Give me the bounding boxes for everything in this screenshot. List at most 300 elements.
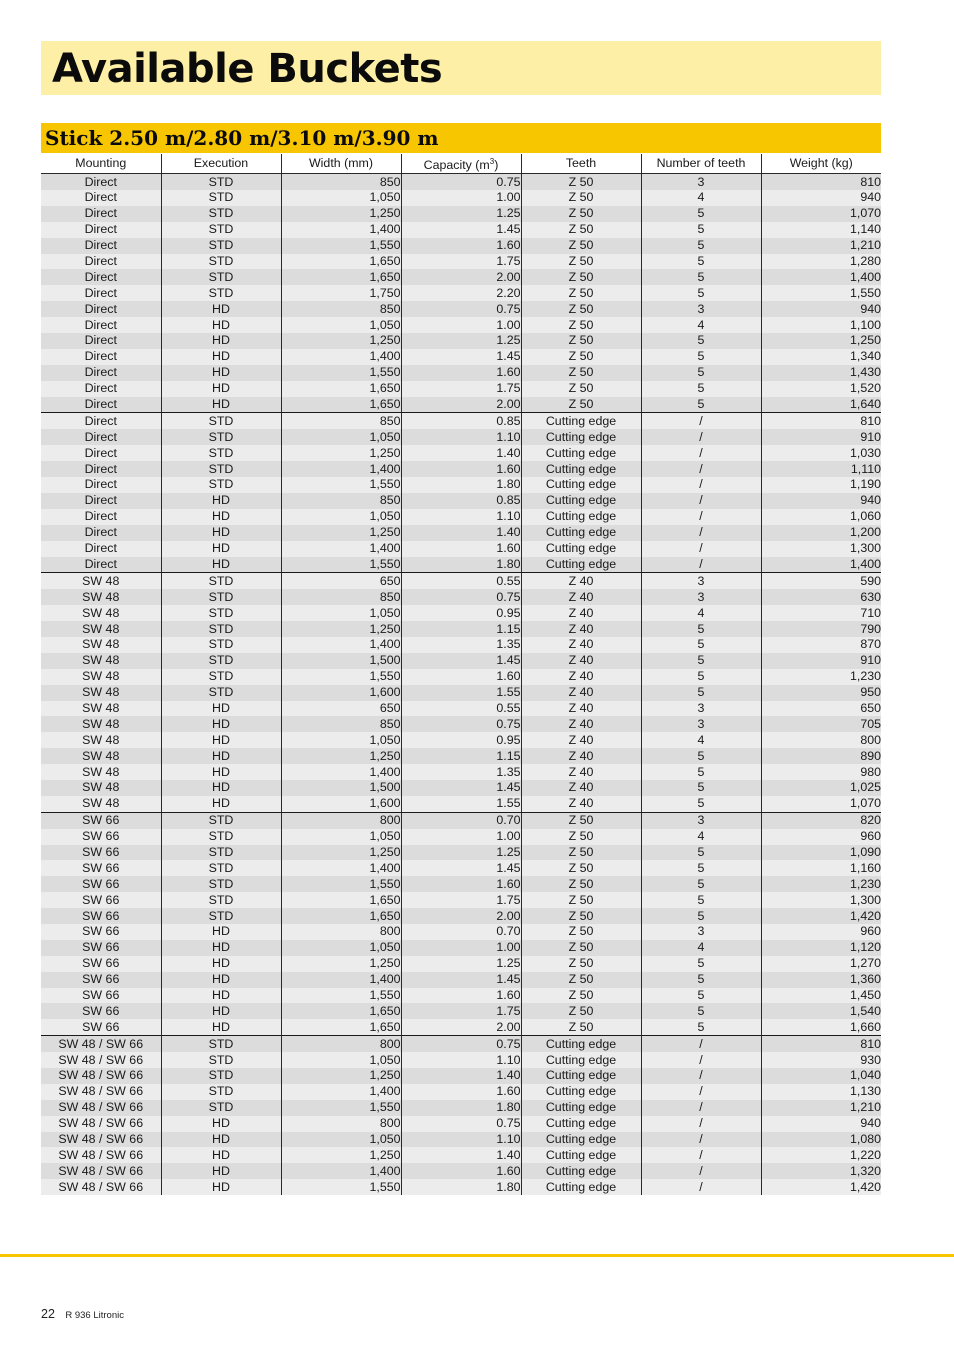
cell-teeth: Z 50 bbox=[521, 174, 641, 190]
cell-mounting: SW 66 bbox=[41, 940, 161, 956]
cell-weight: 1,140 bbox=[761, 222, 881, 238]
cell-capacity: 0.75 bbox=[401, 716, 521, 732]
model-name: R 936 Litronic bbox=[65, 1310, 124, 1321]
cell-capacity: 0.75 bbox=[401, 301, 521, 317]
cell-weight: 1,070 bbox=[761, 796, 881, 812]
table-row bbox=[41, 573, 881, 589]
table-row bbox=[41, 174, 881, 190]
cell-capacity: 0.55 bbox=[401, 573, 521, 589]
cell-capacity: 1.60 bbox=[401, 669, 521, 685]
cell-execution: HD bbox=[161, 924, 281, 940]
cell-weight: 650 bbox=[761, 701, 881, 717]
cell-capacity: 1.15 bbox=[401, 748, 521, 764]
cell-teeth: Z 50 bbox=[521, 269, 641, 285]
cell-teeth: Z 50 bbox=[521, 238, 641, 254]
cell-width: 1,050 bbox=[281, 940, 401, 956]
header-number-of-teeth: Number of teeth bbox=[641, 154, 761, 174]
cell-weight: 1,340 bbox=[761, 349, 881, 365]
cell-width: 800 bbox=[281, 1116, 401, 1132]
cell-teeth: Z 40 bbox=[521, 780, 641, 796]
cell-execution: HD bbox=[161, 716, 281, 732]
cell-number-of-teeth: 5 bbox=[641, 637, 761, 653]
cell-mounting: Direct bbox=[41, 206, 161, 222]
cell-weight: 590 bbox=[761, 573, 881, 589]
cell-execution: HD bbox=[161, 988, 281, 1004]
cell-width: 1,400 bbox=[281, 222, 401, 238]
cell-teeth: Z 50 bbox=[521, 1019, 641, 1035]
cell-width: 1,050 bbox=[281, 190, 401, 206]
cell-capacity: 1.80 bbox=[401, 557, 521, 573]
cell-capacity: 1.80 bbox=[401, 1179, 521, 1195]
cell-teeth: Z 50 bbox=[521, 812, 641, 828]
cell-execution: HD bbox=[161, 381, 281, 397]
cell-weight: 1,230 bbox=[761, 669, 881, 685]
cell-weight: 1,400 bbox=[761, 269, 881, 285]
cell-mounting: SW 48 bbox=[41, 621, 161, 637]
cell-execution: STD bbox=[161, 238, 281, 254]
cell-capacity: 1.75 bbox=[401, 892, 521, 908]
cell-weight: 710 bbox=[761, 605, 881, 621]
header-teeth: Teeth bbox=[521, 154, 641, 174]
cell-mounting: SW 66 bbox=[41, 908, 161, 924]
cell-capacity: 1.10 bbox=[401, 429, 521, 445]
cell-width: 1,650 bbox=[281, 1003, 401, 1019]
cell-weight: 1,250 bbox=[761, 333, 881, 349]
cell-width: 650 bbox=[281, 573, 401, 589]
cell-width: 1,050 bbox=[281, 317, 401, 333]
cell-number-of-teeth: 5 bbox=[641, 956, 761, 972]
cell-execution: HD bbox=[161, 1179, 281, 1195]
cell-weight: 1,080 bbox=[761, 1132, 881, 1148]
cell-mounting: SW 66 bbox=[41, 988, 161, 1004]
cell-execution: STD bbox=[161, 812, 281, 828]
cell-number-of-teeth: / bbox=[641, 1179, 761, 1195]
table-row bbox=[41, 238, 881, 254]
cell-number-of-teeth: 5 bbox=[641, 685, 761, 701]
cell-number-of-teeth: 5 bbox=[641, 1019, 761, 1035]
page-title: Available Buckets bbox=[52, 46, 443, 92]
cell-number-of-teeth: 5 bbox=[641, 876, 761, 892]
cell-capacity: 0.70 bbox=[401, 812, 521, 828]
table-row bbox=[41, 876, 881, 892]
cell-number-of-teeth: / bbox=[641, 1100, 761, 1116]
table-row bbox=[41, 829, 881, 845]
cell-execution: STD bbox=[161, 477, 281, 493]
page-number: 22 bbox=[41, 1307, 55, 1321]
cell-capacity: 0.85 bbox=[401, 413, 521, 429]
cell-execution: STD bbox=[161, 269, 281, 285]
cell-execution: HD bbox=[161, 365, 281, 381]
cell-capacity: 1.25 bbox=[401, 333, 521, 349]
cell-execution: HD bbox=[161, 493, 281, 509]
cell-width: 1,050 bbox=[281, 829, 401, 845]
cell-number-of-teeth: 5 bbox=[641, 748, 761, 764]
cell-number-of-teeth: 5 bbox=[641, 845, 761, 861]
cell-capacity: 2.00 bbox=[401, 397, 521, 413]
cell-number-of-teeth: 5 bbox=[641, 285, 761, 301]
cell-mounting: SW 66 bbox=[41, 1003, 161, 1019]
cell-execution: STD bbox=[161, 445, 281, 461]
cell-capacity: 0.75 bbox=[401, 1116, 521, 1132]
cell-width: 1,400 bbox=[281, 764, 401, 780]
cell-teeth: Z 50 bbox=[521, 940, 641, 956]
cell-teeth: Z 40 bbox=[521, 701, 641, 717]
table-row bbox=[41, 493, 881, 509]
cell-teeth: Z 50 bbox=[521, 845, 641, 861]
cell-execution: HD bbox=[161, 509, 281, 525]
cell-weight: 1,360 bbox=[761, 972, 881, 988]
cell-teeth: Z 50 bbox=[521, 206, 641, 222]
cell-capacity: 1.40 bbox=[401, 445, 521, 461]
cell-weight: 1,130 bbox=[761, 1084, 881, 1100]
cell-weight: 1,550 bbox=[761, 285, 881, 301]
cell-capacity: 1.00 bbox=[401, 829, 521, 845]
cell-mounting: SW 48 / SW 66 bbox=[41, 1163, 161, 1179]
table-row bbox=[41, 333, 881, 349]
cell-number-of-teeth: / bbox=[641, 1036, 761, 1052]
table-row bbox=[41, 541, 881, 557]
cell-mounting: SW 48 / SW 66 bbox=[41, 1179, 161, 1195]
cell-mounting: SW 48 bbox=[41, 796, 161, 812]
cell-teeth: Z 50 bbox=[521, 876, 641, 892]
header-mounting: Mounting bbox=[41, 154, 161, 174]
cell-execution: STD bbox=[161, 876, 281, 892]
cell-weight: 810 bbox=[761, 413, 881, 429]
cell-number-of-teeth: 3 bbox=[641, 174, 761, 190]
cell-capacity: 1.55 bbox=[401, 685, 521, 701]
cell-number-of-teeth: 3 bbox=[641, 573, 761, 589]
cell-width: 850 bbox=[281, 493, 401, 509]
cell-mounting: SW 48 bbox=[41, 780, 161, 796]
cell-width: 1,750 bbox=[281, 285, 401, 301]
cell-width: 1,600 bbox=[281, 796, 401, 812]
cell-width: 1,400 bbox=[281, 972, 401, 988]
cell-capacity: 1.40 bbox=[401, 1147, 521, 1163]
cell-mounting: Direct bbox=[41, 461, 161, 477]
cell-teeth: Cutting edge bbox=[521, 477, 641, 493]
cell-execution: STD bbox=[161, 285, 281, 301]
cell-mounting: SW 48 / SW 66 bbox=[41, 1100, 161, 1116]
cell-teeth: Cutting edge bbox=[521, 429, 641, 445]
cell-execution: HD bbox=[161, 1116, 281, 1132]
cell-width: 1,650 bbox=[281, 381, 401, 397]
cell-width: 1,650 bbox=[281, 397, 401, 413]
cell-mounting: SW 48 bbox=[41, 589, 161, 605]
cell-mounting: SW 48 bbox=[41, 605, 161, 621]
table-row bbox=[41, 1003, 881, 1019]
cell-capacity: 1.80 bbox=[401, 477, 521, 493]
cell-number-of-teeth: / bbox=[641, 1163, 761, 1179]
cell-execution: STD bbox=[161, 174, 281, 190]
cell-number-of-teeth: 3 bbox=[641, 301, 761, 317]
cell-weight: 1,660 bbox=[761, 1019, 881, 1035]
cell-capacity: 1.25 bbox=[401, 845, 521, 861]
cell-number-of-teeth: 3 bbox=[641, 924, 761, 940]
header-capacity-base: Capacity (m bbox=[423, 158, 490, 173]
cell-execution: HD bbox=[161, 748, 281, 764]
cell-capacity: 1.35 bbox=[401, 764, 521, 780]
footer bbox=[41, 1305, 124, 1323]
cell-mounting: Direct bbox=[41, 238, 161, 254]
cell-weight: 1,030 bbox=[761, 445, 881, 461]
cell-weight: 1,400 bbox=[761, 557, 881, 573]
cell-execution: HD bbox=[161, 301, 281, 317]
cell-mounting: SW 66 bbox=[41, 972, 161, 988]
table-row bbox=[41, 748, 881, 764]
cell-mounting: SW 48 bbox=[41, 732, 161, 748]
cell-capacity: 0.85 bbox=[401, 493, 521, 509]
cell-execution: STD bbox=[161, 908, 281, 924]
cell-weight: 1,540 bbox=[761, 1003, 881, 1019]
table-row bbox=[41, 349, 881, 365]
cell-capacity: 2.00 bbox=[401, 269, 521, 285]
cell-capacity: 1.40 bbox=[401, 1068, 521, 1084]
cell-capacity: 1.45 bbox=[401, 222, 521, 238]
cell-teeth: Z 50 bbox=[521, 860, 641, 876]
cell-capacity: 2.20 bbox=[401, 285, 521, 301]
cell-execution: STD bbox=[161, 413, 281, 429]
cell-execution: STD bbox=[161, 222, 281, 238]
buckets-table bbox=[41, 154, 881, 1195]
cell-execution: HD bbox=[161, 333, 281, 349]
cell-mounting: SW 48 / SW 66 bbox=[41, 1068, 161, 1084]
cell-weight: 1,100 bbox=[761, 317, 881, 333]
cell-execution: HD bbox=[161, 525, 281, 541]
cell-teeth: Cutting edge bbox=[521, 557, 641, 573]
cell-execution: HD bbox=[161, 780, 281, 796]
cell-mounting: SW 66 bbox=[41, 829, 161, 845]
cell-capacity: 1.00 bbox=[401, 190, 521, 206]
cell-mounting: Direct bbox=[41, 397, 161, 413]
cell-teeth: Cutting edge bbox=[521, 509, 641, 525]
table-row bbox=[41, 525, 881, 541]
cell-capacity: 1.60 bbox=[401, 876, 521, 892]
cell-teeth: Z 40 bbox=[521, 637, 641, 653]
cell-capacity: 0.75 bbox=[401, 174, 521, 190]
cell-number-of-teeth: / bbox=[641, 477, 761, 493]
table-row bbox=[41, 701, 881, 717]
cell-teeth: Cutting edge bbox=[521, 1116, 641, 1132]
cell-execution: HD bbox=[161, 557, 281, 573]
cell-teeth: Cutting edge bbox=[521, 1163, 641, 1179]
cell-teeth: Z 50 bbox=[521, 908, 641, 924]
cell-number-of-teeth: 3 bbox=[641, 589, 761, 605]
cell-weight: 1,280 bbox=[761, 254, 881, 270]
cell-weight: 960 bbox=[761, 924, 881, 940]
cell-mounting: Direct bbox=[41, 174, 161, 190]
cell-teeth: Z 40 bbox=[521, 605, 641, 621]
cell-number-of-teeth: 3 bbox=[641, 812, 761, 828]
cell-teeth: Cutting edge bbox=[521, 1068, 641, 1084]
cell-mounting: SW 48 / SW 66 bbox=[41, 1036, 161, 1052]
table-row bbox=[41, 669, 881, 685]
cell-weight: 980 bbox=[761, 764, 881, 780]
cell-number-of-teeth: / bbox=[641, 1147, 761, 1163]
cell-execution: STD bbox=[161, 1036, 281, 1052]
page-title-bar bbox=[41, 41, 881, 95]
cell-width: 1,650 bbox=[281, 892, 401, 908]
cell-execution: HD bbox=[161, 796, 281, 812]
table-row bbox=[41, 317, 881, 333]
cell-weight: 940 bbox=[761, 1116, 881, 1132]
table-row bbox=[41, 1163, 881, 1179]
section-title: Stick 2.50 m/2.80 m/3.10 m/3.90 m bbox=[45, 126, 439, 150]
cell-execution: HD bbox=[161, 397, 281, 413]
table-row bbox=[41, 1052, 881, 1068]
cell-number-of-teeth: / bbox=[641, 493, 761, 509]
table-row bbox=[41, 637, 881, 653]
cell-width: 1,400 bbox=[281, 461, 401, 477]
cell-width: 1,250 bbox=[281, 1068, 401, 1084]
table-row bbox=[41, 780, 881, 796]
cell-number-of-teeth: 5 bbox=[641, 908, 761, 924]
cell-weight: 870 bbox=[761, 637, 881, 653]
cell-teeth: Cutting edge bbox=[521, 413, 641, 429]
cell-teeth: Cutting edge bbox=[521, 1179, 641, 1195]
cell-execution: HD bbox=[161, 956, 281, 972]
cell-execution: HD bbox=[161, 701, 281, 717]
cell-teeth: Z 50 bbox=[521, 349, 641, 365]
cell-weight: 1,320 bbox=[761, 1163, 881, 1179]
cell-mounting: SW 66 bbox=[41, 924, 161, 940]
cell-width: 800 bbox=[281, 1036, 401, 1052]
table-row bbox=[41, 908, 881, 924]
cell-capacity: 1.40 bbox=[401, 525, 521, 541]
table-row bbox=[41, 206, 881, 222]
cell-execution: STD bbox=[161, 206, 281, 222]
cell-number-of-teeth: 5 bbox=[641, 1003, 761, 1019]
cell-execution: STD bbox=[161, 429, 281, 445]
table-row bbox=[41, 365, 881, 381]
cell-teeth: Cutting edge bbox=[521, 1132, 641, 1148]
cell-number-of-teeth: / bbox=[641, 1116, 761, 1132]
cell-teeth: Cutting edge bbox=[521, 541, 641, 557]
cell-width: 1,550 bbox=[281, 669, 401, 685]
cell-mounting: SW 48 bbox=[41, 716, 161, 732]
cell-execution: STD bbox=[161, 461, 281, 477]
cell-capacity: 1.45 bbox=[401, 653, 521, 669]
cell-capacity: 1.10 bbox=[401, 1132, 521, 1148]
cell-capacity: 1.75 bbox=[401, 381, 521, 397]
table-row bbox=[41, 892, 881, 908]
cell-weight: 1,420 bbox=[761, 1179, 881, 1195]
cell-teeth: Cutting edge bbox=[521, 1036, 641, 1052]
table-row bbox=[41, 461, 881, 477]
cell-teeth: Z 50 bbox=[521, 190, 641, 206]
cell-number-of-teeth: / bbox=[641, 1132, 761, 1148]
cell-mounting: Direct bbox=[41, 190, 161, 206]
cell-number-of-teeth: 5 bbox=[641, 222, 761, 238]
cell-number-of-teeth: 4 bbox=[641, 732, 761, 748]
cell-teeth: Z 50 bbox=[521, 285, 641, 301]
cell-mounting: SW 66 bbox=[41, 876, 161, 892]
table-row bbox=[41, 397, 881, 413]
cell-capacity: 1.10 bbox=[401, 1052, 521, 1068]
cell-width: 1,550 bbox=[281, 557, 401, 573]
cell-number-of-teeth: 5 bbox=[641, 333, 761, 349]
cell-mounting: Direct bbox=[41, 557, 161, 573]
cell-width: 1,550 bbox=[281, 477, 401, 493]
cell-weight: 1,220 bbox=[761, 1147, 881, 1163]
cell-mounting: Direct bbox=[41, 541, 161, 557]
table-row bbox=[41, 1036, 881, 1052]
table-row bbox=[41, 1116, 881, 1132]
cell-execution: STD bbox=[161, 637, 281, 653]
cell-mounting: Direct bbox=[41, 365, 161, 381]
cell-mounting: SW 48 / SW 66 bbox=[41, 1132, 161, 1148]
cell-width: 1,250 bbox=[281, 525, 401, 541]
cell-width: 850 bbox=[281, 716, 401, 732]
cell-weight: 1,270 bbox=[761, 956, 881, 972]
cell-number-of-teeth: 5 bbox=[641, 988, 761, 1004]
table-row bbox=[41, 381, 881, 397]
cell-number-of-teeth: 5 bbox=[641, 254, 761, 270]
cell-width: 1,250 bbox=[281, 845, 401, 861]
cell-mounting: SW 66 bbox=[41, 812, 161, 828]
cell-number-of-teeth: 5 bbox=[641, 892, 761, 908]
cell-execution: STD bbox=[161, 829, 281, 845]
cell-number-of-teeth: / bbox=[641, 429, 761, 445]
cell-mounting: SW 66 bbox=[41, 892, 161, 908]
cell-number-of-teeth: 5 bbox=[641, 972, 761, 988]
cell-mounting: SW 48 / SW 66 bbox=[41, 1084, 161, 1100]
cell-mounting: Direct bbox=[41, 254, 161, 270]
cell-width: 1,250 bbox=[281, 1147, 401, 1163]
cell-mounting: SW 48 bbox=[41, 701, 161, 717]
cell-width: 800 bbox=[281, 812, 401, 828]
cell-width: 1,050 bbox=[281, 429, 401, 445]
table-row bbox=[41, 924, 881, 940]
cell-capacity: 1.75 bbox=[401, 1003, 521, 1019]
cell-weight: 705 bbox=[761, 716, 881, 732]
cell-number-of-teeth: / bbox=[641, 1068, 761, 1084]
cell-number-of-teeth: 5 bbox=[641, 238, 761, 254]
cell-mounting: Direct bbox=[41, 477, 161, 493]
cell-width: 1,250 bbox=[281, 206, 401, 222]
cell-weight: 1,640 bbox=[761, 397, 881, 413]
cell-teeth: Z 50 bbox=[521, 301, 641, 317]
cell-execution: STD bbox=[161, 892, 281, 908]
cell-mounting: SW 48 bbox=[41, 748, 161, 764]
cell-capacity: 1.60 bbox=[401, 1084, 521, 1100]
cell-weight: 1,210 bbox=[761, 238, 881, 254]
cell-mounting: Direct bbox=[41, 269, 161, 285]
cell-teeth: Z 50 bbox=[521, 397, 641, 413]
cell-capacity: 1.60 bbox=[401, 238, 521, 254]
cell-capacity: 1.25 bbox=[401, 206, 521, 222]
cell-execution: STD bbox=[161, 589, 281, 605]
cell-capacity: 1.60 bbox=[401, 1163, 521, 1179]
cell-teeth: Z 50 bbox=[521, 254, 641, 270]
cell-teeth: Cutting edge bbox=[521, 493, 641, 509]
cell-teeth: Z 40 bbox=[521, 589, 641, 605]
cell-mounting: SW 66 bbox=[41, 956, 161, 972]
table-row bbox=[41, 1084, 881, 1100]
cell-number-of-teeth: / bbox=[641, 525, 761, 541]
cell-mounting: SW 48 bbox=[41, 764, 161, 780]
table-row bbox=[41, 254, 881, 270]
cell-weight: 940 bbox=[761, 301, 881, 317]
table-row bbox=[41, 940, 881, 956]
table-row bbox=[41, 732, 881, 748]
cell-mounting: Direct bbox=[41, 429, 161, 445]
table-row bbox=[41, 269, 881, 285]
cell-execution: STD bbox=[161, 573, 281, 589]
table-header-row bbox=[41, 154, 881, 174]
cell-number-of-teeth: 3 bbox=[641, 701, 761, 717]
cell-teeth: Cutting edge bbox=[521, 461, 641, 477]
cell-number-of-teeth: 5 bbox=[641, 365, 761, 381]
